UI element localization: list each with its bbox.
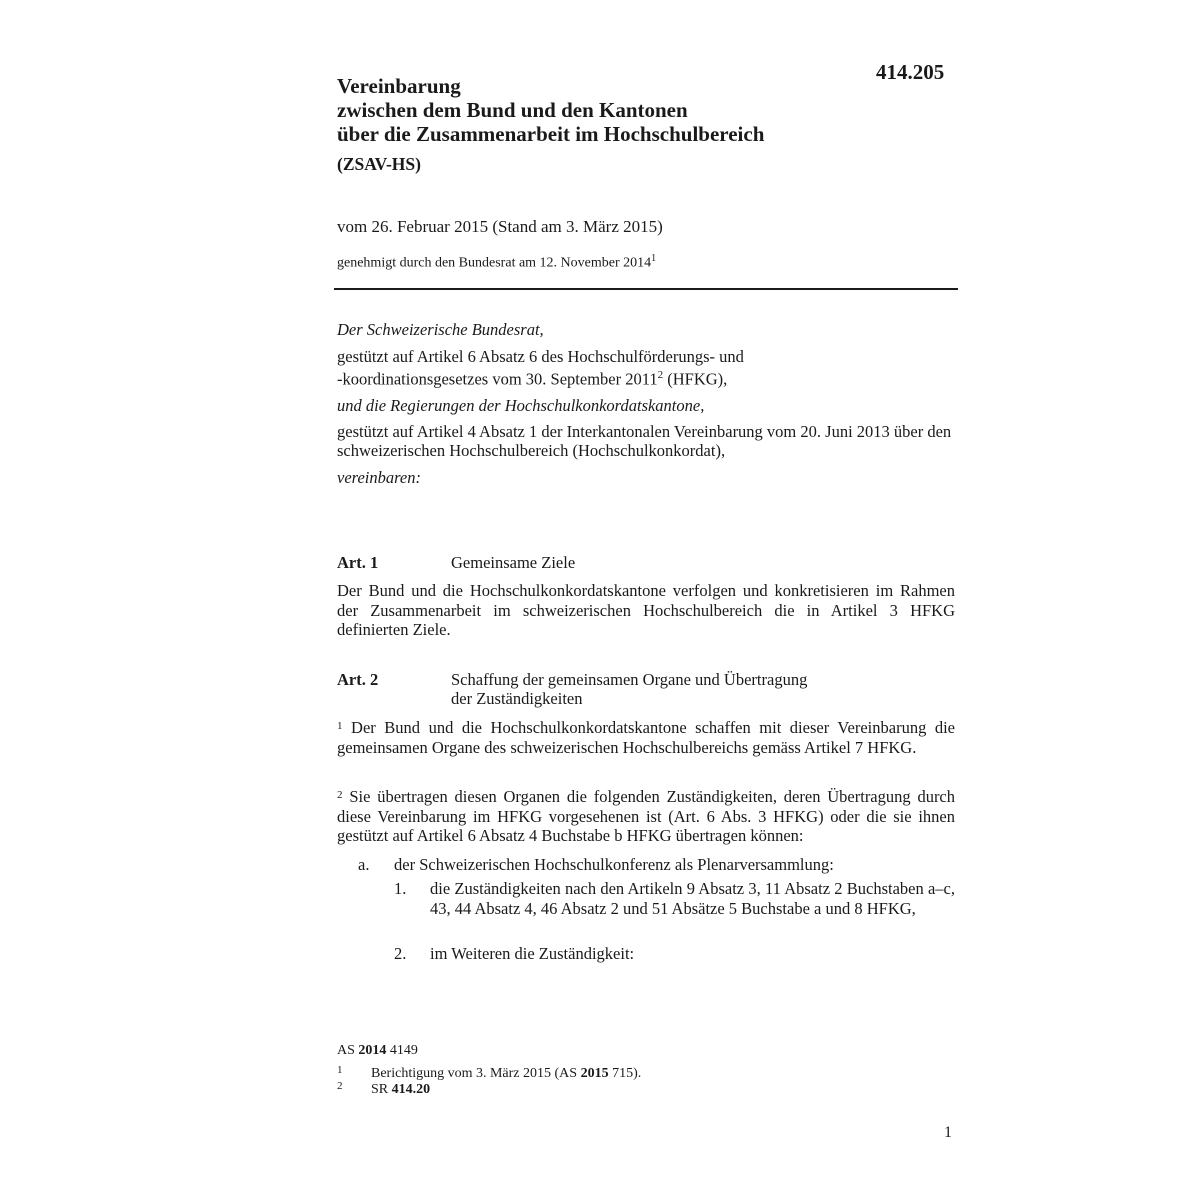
footnote-ref-2[interactable]: 2 <box>657 369 664 381</box>
article-2-heading <box>337 670 957 710</box>
list-item-1 <box>394 879 955 939</box>
article-1-title: Gemeinsame Ziele <box>451 553 576 572</box>
footnote-1 <box>337 1066 737 1082</box>
title-line-2: zwischen dem Bund und den Kantonen <box>337 98 688 122</box>
article-2-paragraph-1: $^1$ Der Bund und die Hochschulkonkordatskantone schaffen mit dieser Vereinbarung die gemeinsamen Organe des schweizerischen Hochschulbereichs gemäss Artikel 7 HFKG. <box>337 718 955 757</box>
preamble-cantons: und die Regierungen der Hochschulkonkordatskantone, <box>337 396 705 415</box>
list-marker-a: a. <box>358 855 370 874</box>
header-divider <box>334 288 958 290</box>
footnote-ref-1[interactable]: 1 <box>651 253 657 264</box>
list-marker-2: 2. <box>394 944 407 963</box>
footnote-1-mark: 1 <box>337 1064 343 1076</box>
article-1-text: Der Bund und die Hochschulkonkordatskantone verfolgen und konkretisieren im Rahmen der Zusammenarbeit im schweizerischen Hochschulbereich die in Artikel 3 HFKG definierten Ziele. <box>337 581 955 639</box>
footnote-2 <box>337 1082 737 1098</box>
article-2-paragraph-2: $^2$ Sie übertragen diesen Organen die folgenden Zuständigkeiten, deren Übertragung durch diese Vereinbarung im HFKG vorgesehenen ist (Art. 6 Abs. 3 HFKG) oder die sie ihnen gestützt auf Artikel 6 Absatz 4 Buchstabe b HFKG übertragen können: <box>337 787 956 845</box>
preamble-agree: vereinbaren: <box>337 468 421 487</box>
list-text-a: der Schweizerischen Hochschulkonferenz als Plenarversammlung: <box>394 855 834 874</box>
page-number: 1 <box>944 1124 952 1141</box>
list-text-1: die Zuständigkeiten nach den Artikeln 9 Absatz 3, 11 Absatz 2 Buchstaben a–c, 43, 44 Absatz 4, 46 Absatz 2 und 51 Absätze 5 Buchstabe a und 8 HFKG, <box>430 879 955 918</box>
list-item-2 <box>394 944 955 964</box>
footnote-1-text: Berichtigung vom 3. März 2015 (AS 2015 715). <box>371 1066 642 1081</box>
approval-note <box>337 253 656 272</box>
document-date: vom 26. Februar 2015 (Stand am 3. März 2015) <box>337 217 663 236</box>
title-line-3: über die Zusammenarbeit im Hochschulbereich <box>337 122 765 146</box>
title-line-1: Vereinbarung <box>337 74 461 98</box>
approval-text: genehmigt durch den Bundesrat am 12. November 2014 <box>337 255 652 271</box>
sr-number: 414.205 <box>876 60 945 84</box>
preamble-bundesrat: Der Schweizerische Bundesrat, <box>337 320 544 339</box>
paragraph-number-1: 1 <box>337 720 343 732</box>
list-item-a <box>358 855 955 875</box>
list-marker-1: 1. <box>394 879 407 898</box>
official-collection-source: AS 2014 4149 <box>337 1043 418 1058</box>
document-title <box>337 74 764 146</box>
document-abbreviation: (ZSAV-HS) <box>337 154 421 174</box>
article-2-number: Art. 2 <box>337 670 379 689</box>
footnote-2-mark: 2 <box>337 1080 343 1092</box>
article-2-title: Schaffung der gemeinsamen Organe und Übertragung der Zuständigkeiten <box>451 670 808 708</box>
preamble-basis-line-1: gestützt auf Artikel 6 Absatz 6 des Hochschulförderungs- und <box>337 347 744 366</box>
article-1-number: Art. 1 <box>337 553 379 572</box>
paragraph-number-2: 2 <box>337 789 343 801</box>
preamble-basis-federal <box>337 347 957 389</box>
preamble-basis-concordat: gestützt auf Artikel 4 Absatz 1 der Interkantonalen Vereinbarung vom 20. Juni 2013 über den schweizerischen Hochschulbereich (Hochschulkonkordat), <box>337 422 952 460</box>
article-1-heading <box>337 553 957 573</box>
footnote-2-text: SR 414.20 <box>371 1082 431 1097</box>
preamble-basis-line-2: -koordinationsgesetzes vom 30. September 2011$^2$ (HFKG), <box>337 369 728 389</box>
list-text-2: im Weiteren die Zuständigkeit: <box>430 944 635 963</box>
